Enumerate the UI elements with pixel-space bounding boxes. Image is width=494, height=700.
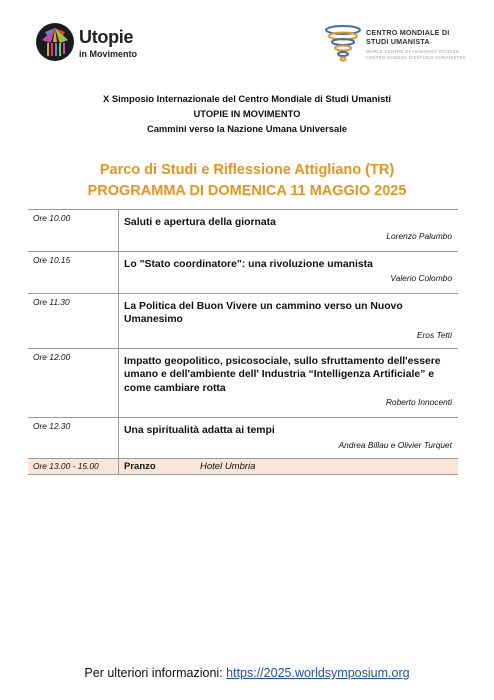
schedule-speaker: Eros Tetti (416, 330, 452, 340)
schedule-time: Ore 10.00 (33, 213, 71, 223)
cmsu-logo-line3: WORLD CENTRE OF HUMANIST STUDIES (366, 49, 459, 54)
intro-line-2: UTOPIE IN MOVIMENTO (193, 108, 301, 119)
swirl-logo-icon (324, 24, 362, 64)
schedule-topic: Una spiritualità adatta ai tempi (124, 425, 275, 436)
footer-info (0, 666, 494, 680)
utopie-logo-sub: in Movimento (79, 49, 137, 59)
utopie-logo-name: Utopie (79, 27, 134, 47)
schedule-row (28, 294, 458, 349)
schedule-table (28, 209, 458, 475)
schedule-speaker: Roberto Innocenti (385, 397, 452, 407)
utopie-emblem-icon (35, 22, 75, 62)
schedule-time: Ore 12.30 (33, 421, 71, 431)
cmsu-logo-line4: CENTRO MUNDIAL D'ESTUDIS HUMANISTES (366, 55, 466, 60)
column-divider (118, 294, 119, 348)
schedule-topic: Lo "Stato coordinatore": una rivoluzione umanista (124, 259, 373, 270)
column-divider (118, 418, 119, 458)
lunch-row (28, 459, 458, 475)
schedule-topic: Saluti e apertura della giornata (124, 217, 276, 228)
venue-title: Parco di Studi e Riflessione Attigliano (TR) (99, 162, 395, 178)
footer-text: Per ulteriori informazioni: (84, 666, 227, 680)
intro-line-1: X Simposio Internazionale del Centro Mondiale di Studi Umanisti (102, 93, 392, 104)
utopie-logo (35, 22, 165, 66)
lunch-time: Ore 13.00 - 15.00 (33, 461, 99, 471)
lunch-place: Hotel Umbria (200, 461, 256, 472)
schedule-topic: La Politica del Buon Vivere un cammino verso un Nuovo Umanesimo (124, 301, 403, 326)
lunch-label: Pranzo (124, 461, 156, 472)
schedule-row (28, 252, 458, 294)
schedule-speaker: Valerio Colombo (390, 273, 452, 283)
website-link[interactable]: https://2025.worldsymposium.org (226, 666, 410, 680)
column-divider (118, 349, 119, 417)
column-divider (118, 252, 119, 293)
schedule-row (28, 210, 458, 252)
column-divider (118, 459, 119, 474)
cmsu-logo-line1: CENTRO MONDIALE DI (366, 28, 450, 37)
schedule-time: Ore 10.15 (33, 255, 71, 265)
schedule-time: Ore 12.00 (33, 352, 71, 362)
program-title: PROGRAMMA DI DOMENICA 11 MAGGIO 2025 (87, 183, 407, 199)
schedule-topic: Impatto geopolitico, psicosociale, sullo sfruttamento dell'essere umano e dell'ambiente dell' Industria “Intelligenza Artificiale” e come cambiare rotta (124, 356, 441, 394)
schedule-time: Ore 11.30 (33, 297, 70, 307)
schedule-speaker: Lorenzo Palumbo (386, 231, 452, 241)
cmsu-logo (324, 22, 474, 70)
schedule-row (28, 418, 458, 459)
schedule-speaker: Andrea Billau e Olivier Turquet (338, 440, 452, 450)
intro-line-3: Cammini verso la Nazione Umana Universale (146, 123, 348, 134)
cmsu-logo-line2: STUDI UMANISTA (366, 37, 430, 46)
schedule-row (28, 349, 458, 418)
column-divider (118, 210, 119, 251)
